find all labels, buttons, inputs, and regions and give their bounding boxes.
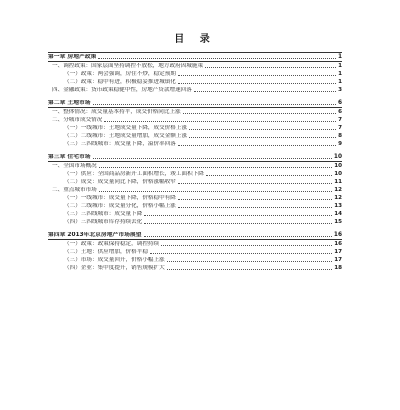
dot-leader [161,245,332,246]
toc-entry-label: （四）三四线城市库存持续去化 [64,219,143,225]
toc-entry-label: 第一章 房地产政策 [48,54,97,60]
toc-entry-label: 第三章 住宅市场 [48,154,91,160]
toc-page-number: 1 [337,54,342,60]
dot-leader [183,113,336,114]
toc-page-number: 7 [338,125,342,131]
toc-page-number: 17 [334,249,342,255]
dot-leader [93,104,336,105]
table-of-contents [48,54,342,273]
dot-leader [189,137,336,138]
toc-chapter-entry[interactable] [48,100,342,106]
toc-entry-label: 一、全国市场概况 [52,163,97,169]
dot-leader [194,91,336,92]
toc-page-number: 3 [338,87,342,93]
dot-leader [93,158,332,159]
toc-entry-label: （三）市场：成交量回升，价格小幅上涨 [64,257,165,263]
toc-entry-label: （一）政策：政策保持稳定，调控持续 [64,241,160,247]
toc-entry-label: 一、调控政策：国家层面坚持调控不放松，地方政府因城施策 [52,63,204,69]
toc-entry-label: （二）二线城市：成交量分化，价格小幅上涨 [64,203,176,209]
dot-leader [99,167,332,168]
toc-entry-label: 第四章 2013年北京房地产市场展望 [48,232,142,238]
toc-page-number: 6 [338,109,342,115]
chapter-divider [48,107,342,108]
dot-leader [144,236,332,237]
toc-page-number: 12 [334,187,342,193]
toc-entry-label: （三）三四线城市：成交量下降，溢价率回落 [64,141,176,147]
dot-leader [178,207,332,208]
toc-entry-label: 二、分城市成交情况 [52,117,103,123]
dot-leader [178,199,332,200]
dot-leader [104,121,336,122]
toc-page-number: 10 [334,163,342,169]
toc-page-number: 7 [338,117,342,123]
dot-leader [167,261,333,262]
toc-page-number: 16 [333,232,342,238]
toc-entry-label: （一）供应：全国商品房新开工面积增长，竣工面积下降 [64,171,204,177]
toc-entry-label: 四、金融政策：货币政策稳健中性，房地产贷款增速回落 [52,87,192,93]
toc-page-number: 6 [337,100,342,106]
toc-entry-label: （二）二线城市：土地成交量增加，成交金额上涨 [64,133,188,139]
toc-page-number: 9 [338,141,342,147]
chapter-divider [48,239,342,240]
toc-page-number: 14 [334,211,342,217]
toc-page-number: 10 [334,171,342,177]
dot-leader [178,145,336,146]
toc-entry-label: （三）三四线城市：成交量下降 [64,211,143,217]
dot-leader [144,223,332,224]
chapter-divider [48,61,342,62]
title-divider [48,52,342,53]
dot-leader [178,183,332,184]
toc-entry-label: （一）政策：两会强调，房住不炒，稳定预期 [64,71,176,77]
chapter-divider [48,161,342,162]
toc-chapter-entry[interactable] [48,154,342,160]
row-spacer [48,271,342,273]
toc-page-number: 1 [338,79,342,85]
toc-entry-label: （四）企业：集中度提升，销售规模扩大 [64,265,165,271]
toc-page-number: 1 [338,71,342,77]
toc-entry-label: （二）土地：供应增加，价格平稳 [64,249,148,255]
toc-entry-label: （一）一线城市：成交量下降，价格稳中有降 [64,195,176,201]
dot-leader [144,215,332,216]
toc-page-number: 16 [334,241,342,247]
page-title: 目 录 [174,34,216,45]
dot-leader [205,67,336,68]
toc-entry-label: （一）一线城市：土地成交量下降，成交价格上涨 [64,125,188,131]
dot-leader [150,253,332,254]
toc-page-number: 8 [338,133,342,139]
dot-leader [98,58,336,59]
toc-entry-label: （二）政策：稳中有进，积极稳妥推进城镇化 [64,79,176,85]
toc-entry-label: 第二章 土地市场 [48,100,91,106]
dot-leader [178,83,336,84]
toc-chapter-entry[interactable] [48,232,342,238]
toc-page-number: 18 [334,265,342,271]
dot-leader [178,75,336,76]
toc-chapter-entry[interactable] [48,54,342,60]
toc-entry-label: （二）成交：成交量同比下降，价格涨幅收窄 [64,179,176,185]
toc-page-number: 1 [338,63,342,69]
toc-page-number: 13 [334,203,342,209]
toc-entry-label: 一、整体情况：成交量基本持平，成交价格同比上涨 [52,109,181,115]
toc-page-number: 11 [334,179,342,185]
dot-leader [206,175,332,176]
toc-page-number: 12 [334,195,342,201]
dot-leader [189,129,336,130]
dot-leader [99,191,332,192]
toc-entry-label: 二、重点城市市场 [52,187,97,193]
toc-page-number: 10 [333,154,342,160]
dot-leader [167,269,333,270]
toc-page-number: 15 [334,219,342,225]
toc-page-number: 17 [334,257,342,263]
